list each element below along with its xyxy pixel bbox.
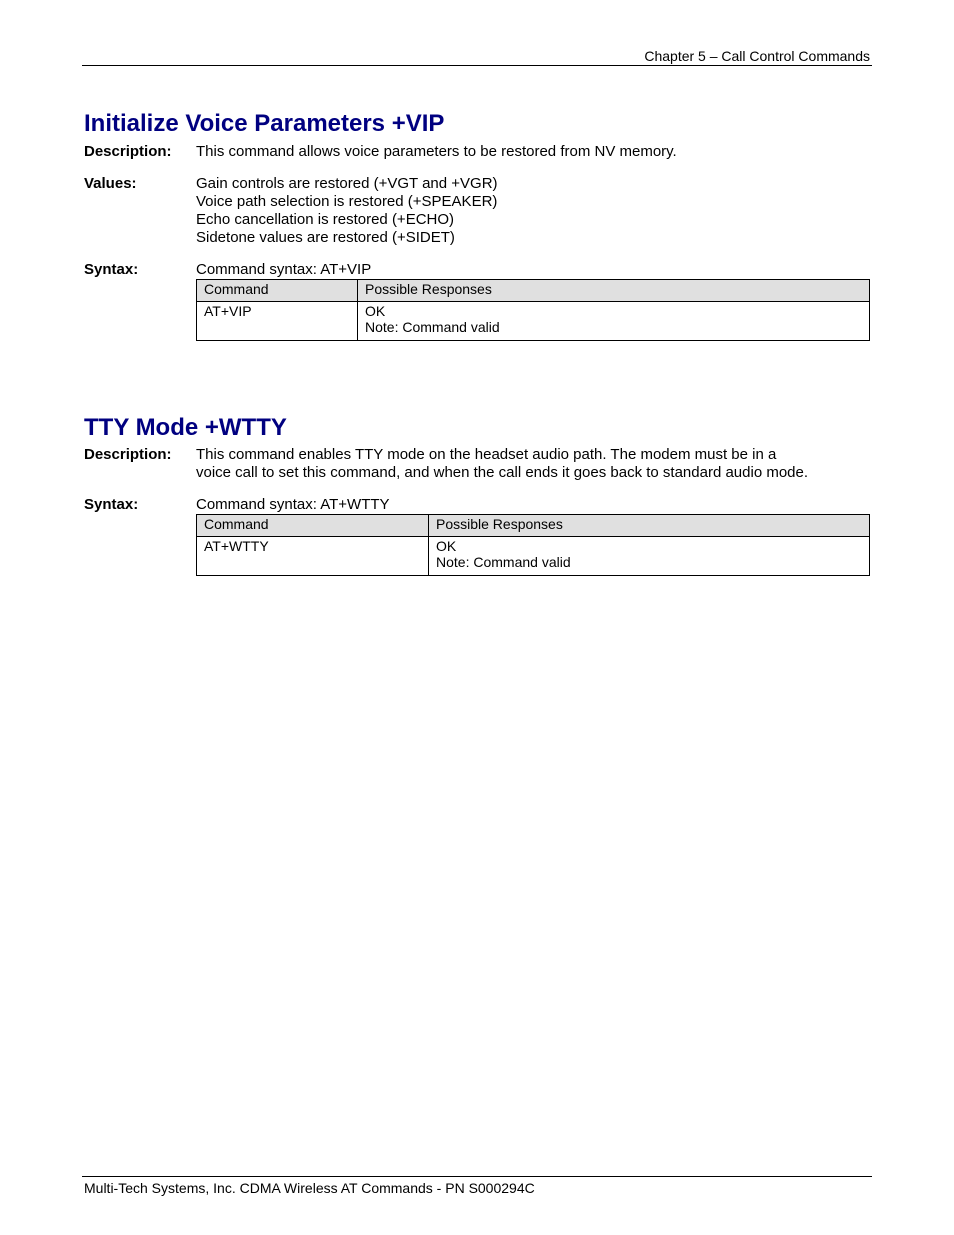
vip-syntax-label: Syntax: (84, 261, 139, 278)
wtty-syntax-text: Command syntax: AT+WTTY (196, 496, 390, 513)
vip-description-label: Description: (84, 143, 172, 160)
vip-description-line: This command allows voice parameters to be restored from NV memory. (196, 143, 677, 160)
table-header-row (197, 280, 870, 302)
table-cell-command: AT+VIP (197, 302, 358, 341)
response-note: Note: Command valid (436, 554, 571, 570)
table-row (197, 537, 870, 576)
section-title-wtty: TTY Mode +WTTY (84, 414, 287, 441)
wtty-syntax-label: Syntax: (84, 496, 139, 513)
table-cell-command: AT+WTTY (197, 537, 429, 576)
vip-value-line: Voice path selection is restored (+SPEAKER) (196, 193, 498, 210)
table-header-cell: Possible Responses (358, 280, 870, 302)
running-footer: Multi-Tech Systems, Inc. CDMA Wireless AT Commands - PN S000294C (84, 1180, 535, 1196)
vip-syntax-text: Command syntax: AT+VIP (196, 261, 372, 278)
response-line: OK (436, 538, 457, 554)
wtty-description-line: This command enables TTY mode on the headset audio path. The modem must be in a (196, 446, 777, 463)
table-row (197, 302, 870, 341)
vip-value-line: Echo cancellation is restored (+ECHO) (196, 211, 455, 228)
section-title-vip: Initialize Voice Parameters +VIP (84, 110, 445, 137)
table-cell-response (429, 537, 870, 576)
table-header-cell: Command (197, 280, 358, 302)
table-header-cell: Command (197, 515, 429, 537)
footer-rule (82, 1176, 872, 1177)
table-header-cell: Possible Responses (429, 515, 870, 537)
table-header-row (197, 515, 870, 537)
wtty-description-line: voice call to set this command, and when the call ends it goes back to standard audio mode. (196, 464, 809, 481)
wtty-description-label: Description: (84, 446, 172, 463)
running-header: Chapter 5 – Call Control Commands (644, 48, 870, 64)
wtty-command-table (196, 514, 870, 576)
vip-value-line: Gain controls are restored (+VGT and +VGR) (196, 175, 498, 192)
response-note: Note: Command valid (365, 319, 500, 335)
vip-values-label: Values: (84, 175, 137, 192)
vip-value-line: Sidetone values are restored (+SIDET) (196, 229, 455, 246)
header-rule (82, 65, 872, 66)
table-cell-response (358, 302, 870, 341)
response-line: OK (365, 303, 386, 319)
vip-command-table (196, 279, 870, 341)
